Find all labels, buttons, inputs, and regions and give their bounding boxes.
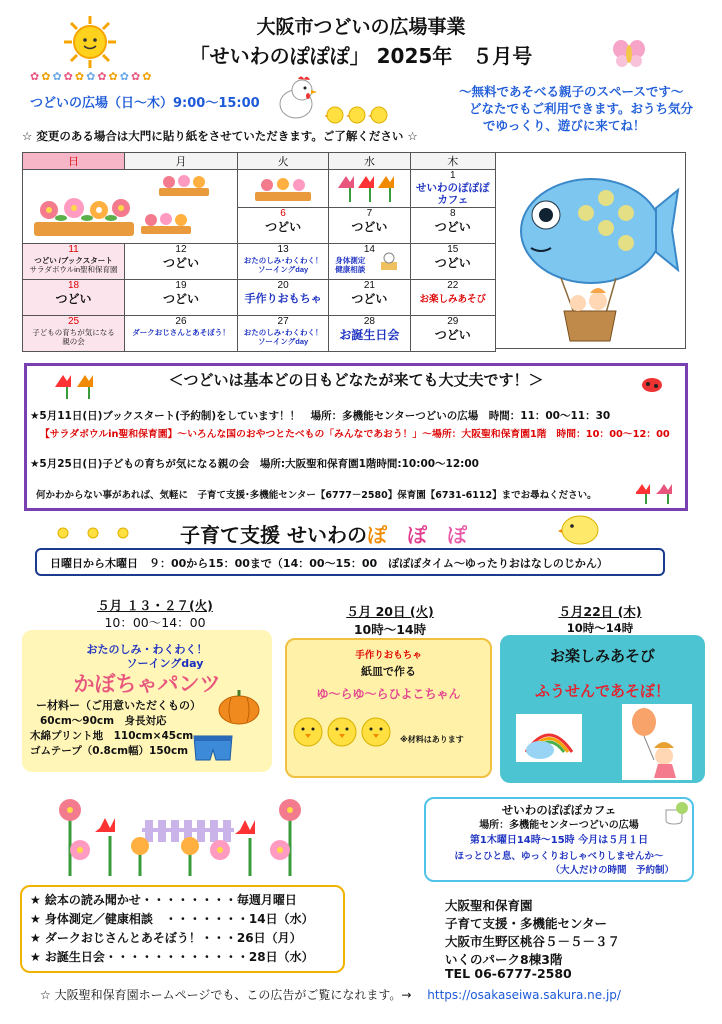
- info-parents-meeting: ★5月25日(日)子どもの育ちが気になる親の会 場所:大阪聖和保育園1階時間:10:00～12:00: [30, 458, 479, 470]
- calendar-header-tue: 火: [237, 153, 328, 170]
- calendar-table: [22, 152, 496, 352]
- address-line: 大阪聖和保育園: [445, 898, 533, 913]
- cafe-title: せいわのぽぽぽカフェ: [501, 803, 617, 817]
- flower-planter-small-icon: [157, 172, 211, 198]
- event2-sub: 手作りおもちゃ: [355, 650, 422, 661]
- calendar-cell-may-28: 28 お誕生日会: [329, 316, 410, 352]
- chicks-icon: [55, 526, 135, 540]
- support-title: 子育て支援 せいわのぽ ぽ ぽ: [180, 523, 467, 547]
- event1-sub1: おたのしみ・わくわく！: [86, 643, 208, 656]
- calendar-cell-may-20: 20 手作りおもちゃ: [237, 280, 328, 316]
- event1-title: かぼちゃパンツ: [73, 672, 221, 696]
- calendar-header-wed: 水: [329, 153, 410, 170]
- carp-balloon-illustration: [496, 153, 684, 348]
- calendar-cell: [329, 170, 410, 208]
- calendar-cell-empty: [23, 170, 238, 244]
- calendar-header-sun: 日: [23, 153, 125, 170]
- event3-sub: ふうせんであそぼ！: [534, 682, 670, 700]
- coffee-cup-icon: [662, 800, 690, 826]
- pants-icon: [190, 732, 236, 764]
- calendar-cell-may-18: 18 つどい: [23, 280, 125, 316]
- calendar-cell-may-29: 29 つどい: [410, 316, 495, 352]
- calendar-cell-may-12: 12 つどい: [125, 244, 238, 280]
- calendar-cell: [237, 170, 328, 208]
- flower-planter-small-icon: [139, 210, 193, 236]
- balloon-girl-icon: [622, 704, 692, 780]
- footer: [40, 986, 621, 1003]
- info-bookstart: ★5月11日(日)ブックスタート(予約制)をしています！！ 場所：多機能センターつどいの広場 時間：11：00～11：30: [30, 410, 611, 422]
- opening-hours: つどいの広場（日～木）9:00～15:00: [30, 96, 260, 111]
- calendar-cell-may-15: 15 つどい: [410, 244, 495, 280]
- event1-material-3: ゴムテープ（0.8cm幅）150cm: [30, 745, 189, 757]
- schedule-text: 日曜日から木曜日 ９：00から15：00まで（14：00～15：00 ぽぽぽタイム～ゆったりおはなしのじかん）: [50, 557, 608, 570]
- event3-title: お楽しみあそび: [549, 647, 655, 665]
- tulips-icon: [636, 482, 680, 506]
- event2-date: ５月 20日 (火): [346, 604, 434, 619]
- change-notice: ☆ 変更のある場合は大門に貼り紙をさせていただきます。ご了解ください ☆: [22, 129, 418, 143]
- info-salad-bowl: 【サラダボウルin聖和保育園】～いろんな国のおやつとたべもの「みんなであおう！」～場所：大阪聖和保育園1階 時間：10：00～12：00: [40, 429, 670, 440]
- cafe-when: 第1木曜日14時～15時 今月は５月１日: [469, 835, 649, 846]
- newsletter-title: 「せいわのぽぽぽ」 2025年 ５月号: [189, 44, 533, 68]
- list-item: ★ 身体測定／健康相談 ・・・・・・・14日（水）: [30, 912, 314, 926]
- chicks-icon: [325, 104, 390, 126]
- event2-note: ※材料はあります: [400, 735, 464, 744]
- event1-material-2: 木綿プリント地 110cm×45cm: [30, 730, 194, 742]
- cafe-line2: （大人だけの時間 予約制）: [550, 865, 674, 876]
- event3-date: ５月22日 (木): [558, 604, 642, 619]
- event3-time: 10時～14時: [566, 621, 634, 635]
- calendar-cell-may-26: 26 ダークおじさんとあそぼう！: [125, 316, 238, 352]
- info-heading: ＜つどいは基本どの日もどなたが来ても大丈夫です！＞: [168, 371, 544, 389]
- free-space-message: ～無料であそべる親子のスペースです～ どなたでもご利用できます。おうち気分 でゆっくり、遊びに来てね！: [459, 84, 694, 133]
- event1-time: 10：00～14：00: [104, 615, 206, 630]
- event1-sub2: ソーイングday: [126, 657, 204, 670]
- pumpkin-icon: [216, 688, 262, 726]
- calendar-cell-may-22: 22 お楽しみあそび: [410, 280, 495, 316]
- calendar-cell-may-19: 19 つどい: [125, 280, 238, 316]
- chick-toys-icon: [292, 710, 392, 752]
- event1-materials-heading: ー材料ー（ご用意いただくもの）: [36, 699, 201, 712]
- event2-title: ゆ～らゆ～らひよこちゃん: [316, 687, 461, 701]
- calendar-cell-may-25: 25 子どもの育ちが気になる 親の会: [23, 316, 125, 352]
- list-item: ★ ダークおじさんとあそぼう！・・・26日（月）: [30, 931, 302, 945]
- calendar-cell-may-6: 6 つどい: [237, 208, 328, 244]
- carp-balloon-panel: [496, 152, 686, 349]
- cafe-line1: ほっとひと息、ゆっくりおしゃべりしませんか～: [454, 851, 664, 862]
- rainbow-cloud-icon: [516, 714, 582, 762]
- footer-text: ☆ 大阪聖和保育園ホームページでも、この広告がご覧になれます。→: [40, 988, 412, 1002]
- event1-date: ５月 １３・２７(火): [97, 598, 213, 613]
- chicken-icon: [272, 74, 322, 124]
- flower-planter-small-icon: [253, 174, 313, 204]
- calendar-cell-may-11: 11 つどい /ブックスタート サラダボウルin聖和保育園: [23, 244, 125, 280]
- chick-icon: [558, 512, 602, 546]
- address-phone: TEL 06-6777-2580: [445, 966, 572, 981]
- tulips-icon: [334, 174, 404, 204]
- flower-garden-illustration: [50, 788, 320, 878]
- event2-time: 10時～14時: [353, 622, 427, 637]
- address-line: 大阪市生野区桃谷５－５－３７: [445, 934, 621, 949]
- calendar-cell-may-13: 13 おたのしみ･わくわく！ ソーイングday: [237, 244, 328, 280]
- info-contact: 何かわからない事があれば、気軽に 子育て支援･多機能センター【6777－2580】保育園【6731-6112】までお尋ねください。: [36, 490, 597, 501]
- calendar-header-thu: 木: [410, 153, 495, 170]
- calendar-cell-may-1: 1 せいわのぽぽぽ カフェ: [410, 170, 495, 208]
- scale-icon: [378, 250, 400, 272]
- calendar-cell-may-21: 21 つどい: [329, 280, 410, 316]
- calendar-header-mon: 月: [125, 153, 238, 170]
- calendar-cell-may-27: 27 おたのしみ･わくわく！ ソーイングday: [237, 316, 328, 352]
- address-line: 子育て支援・多機能センター: [445, 916, 608, 931]
- list-item: ★ 絵本の読み聞かせ・・・・・・・・毎週月曜日: [30, 893, 297, 907]
- ladybug-icon: [638, 373, 666, 393]
- flower-row-decoration: ✿✿✿✿✿✿✿✿✿✿✿: [30, 70, 154, 83]
- homepage-link[interactable]: https://osakaseiwa.sakura.ne.jp/: [427, 988, 621, 1002]
- event2-line: 紙皿で作る: [361, 665, 416, 678]
- flower-planter-icon: [29, 188, 139, 240]
- tulips-icon: [55, 373, 105, 401]
- cafe-place: 場所：多機能センターつどいの広場: [479, 820, 639, 831]
- event1-material-1: 60cm～90cm 身長対応: [40, 715, 167, 727]
- calendar-cell-may-7: 7 つどい: [329, 208, 410, 244]
- program-title: 大阪市つどいの広場事業: [256, 16, 466, 38]
- calendar-cell-may-14: 14 身体測定 健康相談: [329, 244, 410, 280]
- list-item: ★ お誕生日会・・・・・・・・・・・・28日（水）: [30, 950, 314, 964]
- calendar-cell-may-8: 8 つどい: [410, 208, 495, 244]
- address-line: いくのパーク8棟3階: [445, 952, 563, 967]
